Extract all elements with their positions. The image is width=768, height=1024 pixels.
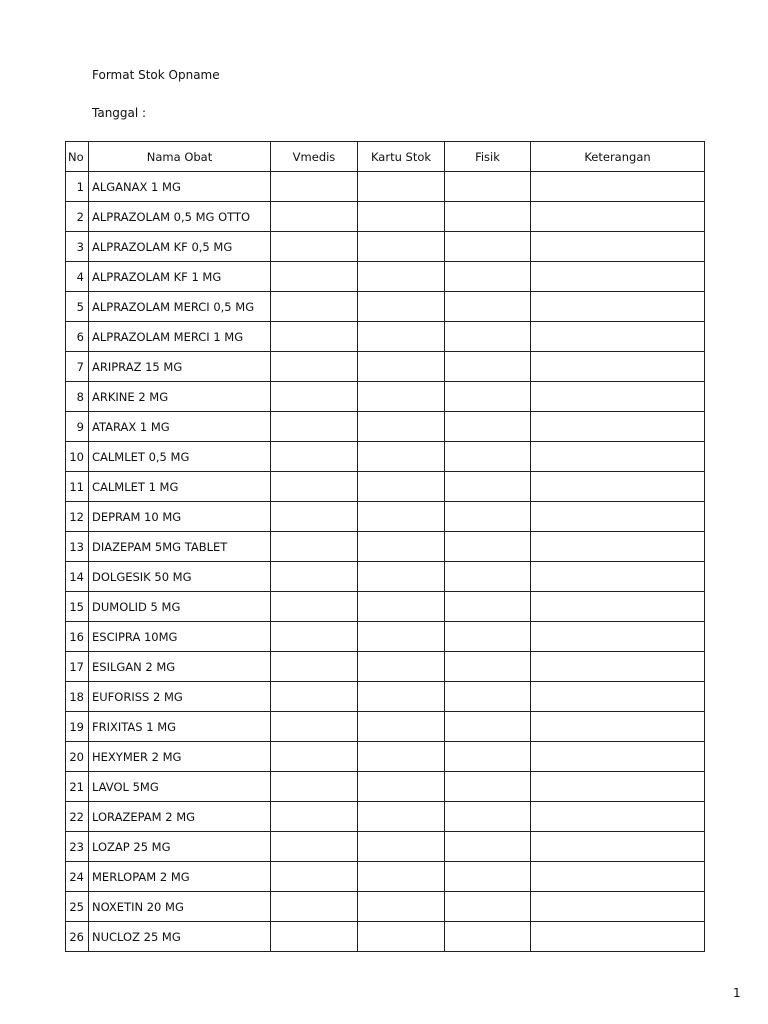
kartu-stok-cell [358,922,445,952]
kartu-stok-cell [358,262,445,292]
row-number: 8 [66,382,89,412]
fisik-cell [445,172,531,202]
table-row [66,532,705,562]
keterangan-cell [531,712,705,742]
drug-name-cell: ARIPRAZ 15 MG [89,352,271,382]
keterangan-cell [531,742,705,772]
vmedis-cell [271,472,358,502]
keterangan-cell [531,622,705,652]
kartu-stok-cell [358,622,445,652]
drug-name-cell: CALMLET 1 MG [89,472,271,502]
vmedis-cell [271,412,358,442]
fisik-cell [445,232,531,262]
row-number: 20 [66,742,89,772]
fisik-cell [445,682,531,712]
fisik-cell [445,382,531,412]
kartu-stok-cell [358,682,445,712]
table-row [66,502,705,532]
kartu-stok-cell [358,742,445,772]
vmedis-cell [271,892,358,922]
drug-name-cell: ALPRAZOLAM KF 0,5 MG [89,232,271,262]
kartu-stok-cell [358,352,445,382]
kartu-stok-cell [358,592,445,622]
vmedis-cell [271,292,358,322]
header-row [66,142,705,172]
vmedis-cell [271,772,358,802]
table-row [66,172,705,202]
vmedis-cell [271,502,358,532]
row-number: 4 [66,262,89,292]
kartu-stok-cell [358,802,445,832]
drug-name-cell: ALPRAZOLAM MERCI 1 MG [89,322,271,352]
vmedis-cell [271,532,358,562]
kartu-stok-cell [358,832,445,862]
drug-name-cell: EUFORISS 2 MG [89,682,271,712]
drug-name-cell: DEPRAM 10 MG [89,502,271,532]
keterangan-cell [531,502,705,532]
row-number: 1 [66,172,89,202]
row-number: 14 [66,562,89,592]
drug-name-cell: ATARAX 1 MG [89,412,271,442]
table-row [66,712,705,742]
row-number: 18 [66,682,89,712]
vmedis-cell [271,832,358,862]
row-number: 21 [66,772,89,802]
fisik-cell [445,892,531,922]
drug-name-cell: HEXYMER 2 MG [89,742,271,772]
row-number: 13 [66,532,89,562]
keterangan-cell [531,532,705,562]
header-fisik: Fisik [445,142,531,172]
keterangan-cell [531,922,705,952]
table-row [66,922,705,952]
table-row [66,412,705,442]
row-number: 19 [66,712,89,742]
drug-name-cell: ESILGAN 2 MG [89,652,271,682]
drug-name-cell: LOZAP 25 MG [89,832,271,862]
table-row [66,862,705,892]
vmedis-cell [271,682,358,712]
table-body [66,172,705,952]
row-number: 12 [66,502,89,532]
keterangan-cell [531,172,705,202]
table-row [66,652,705,682]
vmedis-cell [271,862,358,892]
keterangan-cell [531,292,705,322]
stock-opname-table [65,141,705,952]
vmedis-cell [271,652,358,682]
row-number: 3 [66,232,89,262]
drug-name-cell: LAVOL 5MG [89,772,271,802]
drug-name-cell: NOXETIN 20 MG [89,892,271,922]
vmedis-cell [271,262,358,292]
header-vmedis: Vmedis [271,142,358,172]
fisik-cell [445,262,531,292]
row-number: 25 [66,892,89,922]
row-number: 10 [66,442,89,472]
vmedis-cell [271,562,358,592]
kartu-stok-cell [358,502,445,532]
keterangan-cell [531,322,705,352]
fisik-cell [445,292,531,322]
row-number: 15 [66,592,89,622]
table-row [66,292,705,322]
kartu-stok-cell [358,202,445,232]
vmedis-cell [271,442,358,472]
row-number: 22 [66,802,89,832]
vmedis-cell [271,742,358,772]
table-row [66,442,705,472]
drug-name-cell: DOLGESIK 50 MG [89,562,271,592]
row-number: 17 [66,652,89,682]
keterangan-cell [531,262,705,292]
keterangan-cell [531,382,705,412]
table-row [66,562,705,592]
keterangan-cell [531,562,705,592]
vmedis-cell [271,352,358,382]
vmedis-cell [271,802,358,832]
fisik-cell [445,412,531,442]
drug-name-cell: NUCLOZ 25 MG [89,922,271,952]
fisik-cell [445,592,531,622]
fisik-cell [445,832,531,862]
table-row [66,592,705,622]
kartu-stok-cell [358,772,445,802]
row-number: 6 [66,322,89,352]
keterangan-cell [531,772,705,802]
drug-name-cell: ALGANAX 1 MG [89,172,271,202]
table-row [66,682,705,712]
table-row [66,622,705,652]
date-label: Tanggal : [92,106,147,120]
fisik-cell [445,472,531,502]
table-row [66,322,705,352]
vmedis-cell [271,172,358,202]
row-number: 7 [66,352,89,382]
drug-name-cell: LORAZEPAM 2 MG [89,802,271,832]
drug-name-cell: ESCIPRA 10MG [89,622,271,652]
kartu-stok-cell [358,412,445,442]
fisik-cell [445,772,531,802]
keterangan-cell [531,862,705,892]
kartu-stok-cell [358,892,445,922]
table-row [66,262,705,292]
row-number: 23 [66,832,89,862]
table-row [66,892,705,922]
table-row [66,772,705,802]
table-row [66,472,705,502]
fisik-cell [445,352,531,382]
table-row [66,352,705,382]
row-number: 16 [66,622,89,652]
table-row [66,382,705,412]
keterangan-cell [531,472,705,502]
kartu-stok-cell [358,652,445,682]
keterangan-cell [531,202,705,232]
kartu-stok-cell [358,532,445,562]
keterangan-cell [531,892,705,922]
table-row [66,232,705,262]
vmedis-cell [271,232,358,262]
page-number: 1 [733,986,741,1000]
drug-name-cell: ALPRAZOLAM 0,5 MG OTTO [89,202,271,232]
kartu-stok-cell [358,232,445,262]
table-header [66,142,705,172]
drug-name-cell: DUMOLID 5 MG [89,592,271,622]
row-number: 24 [66,862,89,892]
row-number: 26 [66,922,89,952]
table-row [66,202,705,232]
keterangan-cell [531,682,705,712]
keterangan-cell [531,442,705,472]
kartu-stok-cell [358,322,445,352]
drug-name-cell: ARKINE 2 MG [89,382,271,412]
vmedis-cell [271,382,358,412]
vmedis-cell [271,922,358,952]
keterangan-cell [531,832,705,862]
header-no: No [66,142,89,172]
keterangan-cell [531,592,705,622]
fisik-cell [445,442,531,472]
keterangan-cell [531,232,705,262]
fisik-cell [445,712,531,742]
keterangan-cell [531,652,705,682]
kartu-stok-cell [358,472,445,502]
header-kartu-stok: Kartu Stok [358,142,445,172]
header-keterangan: Keterangan [531,142,705,172]
drug-name-cell: CALMLET 0,5 MG [89,442,271,472]
kartu-stok-cell [358,562,445,592]
kartu-stok-cell [358,862,445,892]
row-number: 5 [66,292,89,322]
kartu-stok-cell [358,382,445,412]
drug-name-cell: ALPRAZOLAM MERCI 0,5 MG [89,292,271,322]
fisik-cell [445,562,531,592]
drug-name-cell: DIAZEPAM 5MG TABLET [89,532,271,562]
fisik-cell [445,742,531,772]
kartu-stok-cell [358,292,445,322]
keterangan-cell [531,412,705,442]
kartu-stok-cell [358,172,445,202]
fisik-cell [445,502,531,532]
row-number: 11 [66,472,89,502]
fisik-cell [445,922,531,952]
table-row [66,802,705,832]
drug-name-cell: MERLOPAM 2 MG [89,862,271,892]
vmedis-cell [271,622,358,652]
row-number: 9 [66,412,89,442]
fisik-cell [445,802,531,832]
fisik-cell [445,652,531,682]
fisik-cell [445,862,531,892]
vmedis-cell [271,592,358,622]
vmedis-cell [271,322,358,352]
kartu-stok-cell [358,712,445,742]
drug-name-cell: ALPRAZOLAM KF 1 MG [89,262,271,292]
kartu-stok-cell [358,442,445,472]
fisik-cell [445,532,531,562]
header-nama-obat: Nama Obat [89,142,271,172]
document-title: Format Stok Opname [92,68,220,82]
drug-name-cell: FRIXITAS 1 MG [89,712,271,742]
fisik-cell [445,202,531,232]
fisik-cell [445,322,531,352]
table-row [66,742,705,772]
keterangan-cell [531,802,705,832]
vmedis-cell [271,202,358,232]
table-row [66,832,705,862]
keterangan-cell [531,352,705,382]
fisik-cell [445,622,531,652]
row-number: 2 [66,202,89,232]
vmedis-cell [271,712,358,742]
